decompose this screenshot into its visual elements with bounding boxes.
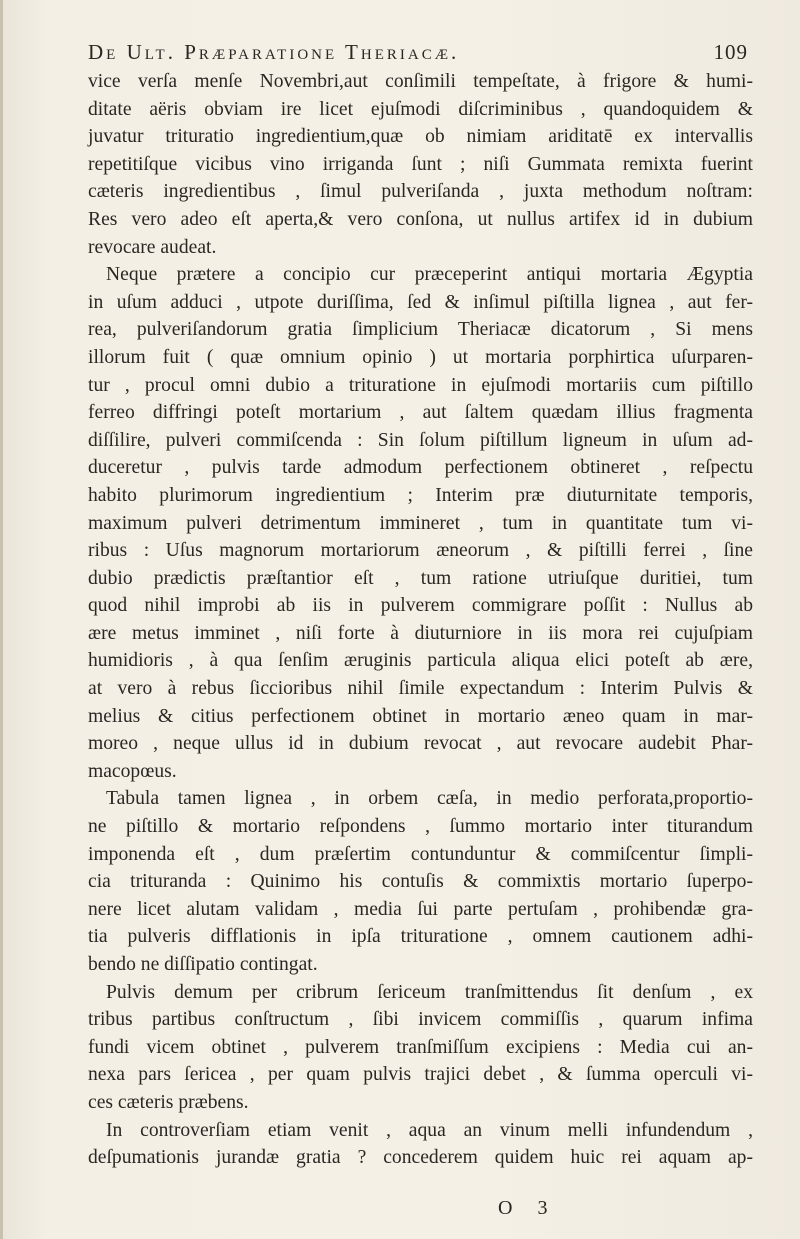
- text-line: tur , procul omni dubio a trituratione in ejuſmodi mortariis cum piſtillo: [88, 374, 753, 396]
- text-line: bendo ne diſſipatio contingat.: [88, 954, 318, 975]
- signature-mark: O 3: [498, 1197, 558, 1219]
- text-line: ditate aëris obviam ire licet ejuſmodi diſcriminibus , quandoquidem &: [88, 98, 753, 120]
- text-line: fundi vicem obtinet , pulverem tranſmiſſum excipiens : Media cui an-: [88, 1036, 753, 1058]
- text-line: cia trituranda : Quinimo his contuſis & commixtis mortario ſuperpo-: [88, 871, 753, 893]
- text-line: nere licet alutam validam , media ſui parte pertuſam , prohibendæ gra-: [88, 898, 753, 920]
- running-title: De Ult. Præparatione Theriacæ.: [88, 40, 460, 64]
- text-line: moreo , neque ullus id in dubium revocat , aut revocare audebit Phar-: [88, 733, 753, 755]
- text-line: In controverſiam etiam venit , aqua an vinum melli infundendum ,: [106, 1119, 753, 1141]
- body-text: [88, 68, 753, 1172]
- text-line: juvatur trituratio ingredientium,quæ ob nimiam ariditatē ex intervallis: [88, 126, 753, 148]
- text-line: diſſilire, pulveri commiſcenda : Sin ſolum piſtillum ligneum in uſum ad-: [88, 429, 753, 451]
- text-line: Tabula tamen lignea , in orbem cæſa, in medio perforata,proportio-: [106, 788, 753, 810]
- text-line: vice verſa menſe Novembri,aut conſimili tempeſtate, à frigore & humi-: [88, 71, 753, 92]
- page-edge: [0, 0, 3, 1239]
- text-line: maximum pulveri detrimentum immineret , tum in quantitate tum vi-: [88, 512, 753, 534]
- text-line: macopœus.: [88, 760, 177, 782]
- text-line: ære metus imminet , niſi forte à diuturniore in iis mora rei cujuſpiam: [88, 622, 753, 644]
- text-line: illorum fuit ( quæ omnium opinio ) ut mortaria porphirtica uſurparen-: [88, 346, 753, 368]
- text-line: melius & citius perfectionem obtinet in mortario æneo quam in mar-: [88, 705, 753, 727]
- text-line: deſpumationis jurandæ gratia ? concederem quidem huic rei aquam ap-: [88, 1147, 753, 1169]
- text-line: ne piſtillo & mortario reſpondens , ſummo mortario inter titurandum: [88, 816, 753, 838]
- text-line: duceretur , pulvis tarde admodum perfectionem obtineret , reſpectu: [88, 457, 753, 479]
- text-line: humidioris , à qua ſenſim æruginis particula aliqua elici poteſt ab ære,: [88, 650, 753, 672]
- text-line: Res vero adeo eſt aperta,& vero conſona, ut nullus artifex id in dubium: [88, 208, 753, 230]
- text-line: dubio prædictis præſtantior eſt , tum ratione utriuſque duritiei, tum: [88, 567, 753, 589]
- text-line: cæteris ingredientibus , ſimul pulveriſanda , juxta methodum noſtram:: [88, 181, 753, 203]
- text-line: at vero à rebus ſiccioribus nihil ſimile expectandum : Interim Pulvis &: [88, 678, 753, 700]
- text-line: imponenda eſt , dum præſertim contunduntur & commiſcentur ſimpli-: [88, 843, 753, 865]
- text-line: ferreo diffringi poteſt mortarium , aut ſaltem quædam illius fragmenta: [88, 402, 753, 424]
- text-line: ces cæteris præbens.: [88, 1091, 249, 1113]
- text-line: tia pulveris difflationis in ipſa trituratione , omnem cautionem adhi-: [88, 926, 753, 948]
- text-line: Pulvis demum per cribrum ſericeum tranſmittendus ſit denſum , ex: [106, 981, 753, 1003]
- text-line: quod nihil improbi ab iis in pulverem commigrare poſſit : Nullus ab: [88, 595, 753, 617]
- text-line: repetitiſque vicibus vino irriganda ſunt ; niſi Gummata remixta fuerint: [88, 153, 753, 175]
- text-line: in uſum adduci , utpote duriſſima, ſed & inſimul piſtilla lignea , aut fer-: [88, 291, 753, 313]
- text-line: revocare audeat.: [88, 236, 217, 258]
- text-line: habito plurimorum ingredientium ; Interim præ diuturnitate temporis,: [88, 484, 753, 506]
- running-header: [88, 40, 748, 65]
- text-line: ribus : Uſus magnorum mortariorum æneorum , & piſtilli ferrei , ſine: [88, 540, 753, 562]
- text-line: Neque prætere a concipio cur præceperint antiqui mortaria Ægyptia: [106, 264, 753, 286]
- text-line: tribus partibus conſtructum , ſibi invicem commiſſis , quarum infima: [88, 1009, 753, 1031]
- page-number: 109: [713, 40, 748, 64]
- text-line: rea, pulveriſandorum gratia ſimplicium Theriacæ dicatorum , Si mens: [88, 319, 753, 341]
- text-line: nexa pars ſericea , per quam pulvis trajici debet , & ſumma operculi vi-: [88, 1064, 753, 1086]
